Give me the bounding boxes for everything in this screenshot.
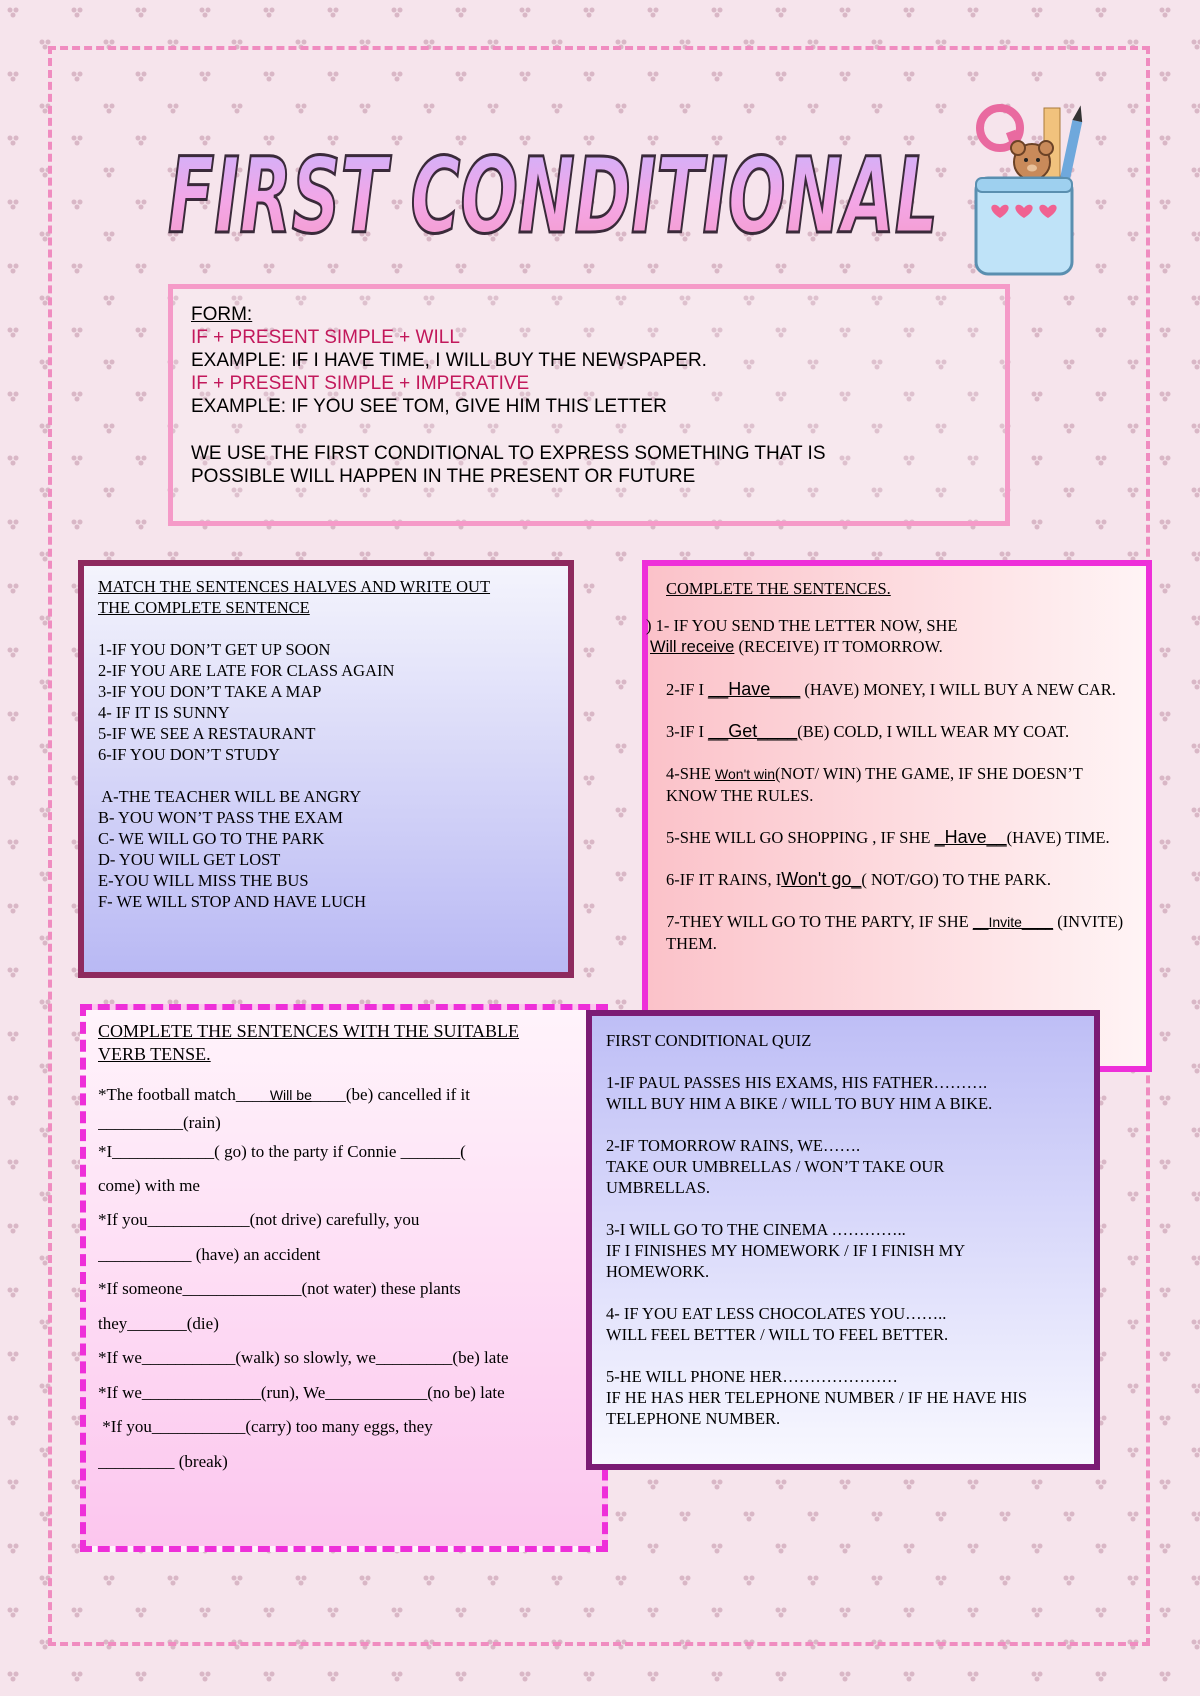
verb-line: *I____________( go) to the party if Connie _______( [98, 1141, 466, 1161]
sentence-2 [666, 679, 1130, 700]
match-heading: THE COMPLETE SENTENCE [98, 598, 310, 617]
match-item: 4- IF IT IS SUNNY [98, 703, 230, 722]
quiz-options[interactable]: WILL FEEL BETTER / WILL TO FEEL BETTER. [606, 1325, 949, 1344]
verb-text: ____(be) cancelled if it [311, 1085, 470, 1104]
sentence-4 [666, 763, 1130, 806]
verb-heading: VERB TENSE. [98, 1044, 211, 1064]
sentence-text: 5-SHE WILL GO SHOPPING , IF SHE [666, 828, 935, 847]
form-usage-line: WE USE THE FIRST CONDITIONAL TO EXPRESS SOMETHING THAT IS [191, 443, 826, 464]
verb-line: *If you____________(not drive) carefully, you [98, 1210, 420, 1229]
verb-line: __________(rain) [98, 1112, 221, 1132]
sentence-text: (HAVE) MONEY, I WILL BUY A NEW CAR. [800, 680, 1116, 699]
sentence-text: ( NOT/GO) TO THE PARK. [861, 870, 1051, 889]
quiz-heading: FIRST CONDITIONAL QUIZ [606, 1031, 812, 1050]
verb-line: *If someone______________(not water) these plants [98, 1279, 461, 1298]
form-heading: FORM: [191, 304, 253, 325]
sentence-text: 3-IF I [666, 722, 709, 741]
match-heading: MATCH THE SENTENCES HALVES AND WRITE OUT [98, 577, 491, 596]
page-title [160, 120, 950, 260]
match-item: 3-IF YOU DON’T TAKE A MAP [98, 682, 322, 701]
quiz-options[interactable]: UMBRELLAS. [606, 1178, 711, 1197]
verb-line: *If you___________(carry) too many eggs, they [98, 1417, 433, 1436]
sentence-7 [666, 911, 1130, 954]
answer-field[interactable]: Won't go_ [781, 869, 862, 889]
verb-line [98, 1078, 590, 1113]
verb-line: come) with me [98, 1175, 200, 1195]
sentence-text: (HAVE) TIME. [1006, 828, 1110, 847]
sentence-1 [646, 615, 1130, 658]
match-option: D- YOU WILL GET LOST [98, 850, 281, 869]
match-option: A-THE TEACHER WILL BE ANGRY [98, 787, 362, 806]
match-option: E-YOU WILL MISS THE BUS [98, 871, 309, 890]
verb-tense-box [80, 1004, 608, 1552]
quiz-options[interactable]: HOMEWORK. [606, 1262, 710, 1281]
verb-line: they_______(die) [98, 1313, 219, 1333]
form-example-imperative: EXAMPLE: IF YOU SEE TOM, GIVE HIM THIS LETTER [191, 396, 667, 417]
quiz-options[interactable]: IF HE HAS HER TELEPHONE NUMBER / IF HE HAVE HIS [606, 1388, 1028, 1407]
answer-field[interactable]: Will be [269, 1087, 312, 1103]
match-option: B- YOU WON’T PASS THE EXAM [98, 808, 343, 827]
verb-line: *If we______________(run), We____________(no be) late [98, 1382, 505, 1402]
answer-field[interactable]: Won't win [715, 766, 776, 782]
pencil-cup-icon [960, 100, 1090, 280]
sentence-text: 4-SHE [666, 764, 716, 783]
sentence-text: 2-IF I [666, 680, 709, 699]
match-option: C- WE WILL GO TO THE PARK [98, 829, 325, 848]
match-item: 5-IF WE SEE A RESTAURANT [98, 724, 316, 743]
match-item: 1-IF YOU DON’T GET UP SOON [98, 640, 331, 659]
form-example-will: EXAMPLE: IF I HAVE TIME, I WILL BUY THE NEWSPAPER. [191, 350, 707, 371]
page-title-text: FIRST CONDITIONAL [168, 135, 939, 257]
answer-field[interactable]: __Get____ [708, 721, 798, 741]
match-option: F- WE WILL STOP AND HAVE LUCH [98, 892, 366, 911]
match-item: 2-IF YOU ARE LATE FOR CLASS AGAIN [98, 661, 395, 680]
sentence-3 [666, 721, 1130, 742]
verb-heading: COMPLETE THE SENTENCES WITH THE SUITABLE [98, 1021, 520, 1041]
answer-field[interactable]: Will receive [650, 638, 735, 656]
form-usage-line: POSSIBLE WILL HAPPEN IN THE PRESENT OR FUTURE [191, 466, 696, 487]
quiz-question: 3-I WILL GO TO THE CINEMA ………….. [606, 1220, 906, 1239]
answer-field[interactable]: __Have___ [708, 679, 801, 699]
sentence-6 [666, 869, 1130, 890]
quiz-options[interactable]: WILL BUY HIM A BIKE / WILL TO BUY HIM A BIKE. [606, 1094, 993, 1113]
answer-field[interactable]: _Have__ [934, 827, 1007, 847]
sentence-text: 6-IF IT RAINS, I [666, 870, 782, 889]
match-item: 6-IF YOU DON’T STUDY [98, 745, 280, 764]
sentence-text: ) 1- IF YOU SEND THE LETTER NOW, SHE [646, 616, 958, 635]
quiz-question: 4- IF YOU EAT LESS CHOCOLATES YOU…….. [606, 1304, 947, 1323]
verb-text: *The football match____ [98, 1085, 270, 1104]
sentence-text: (NOT/ WIN) THE GAME, IF SHE DOESN’T KNOW THE RULES. [666, 764, 1083, 805]
form-rule-will: IF + PRESENT SIMPLE + WILL [191, 327, 460, 348]
quiz-options[interactable]: TELEPHONE NUMBER. [606, 1409, 781, 1428]
complete-heading: COMPLETE THE SENTENCES. [666, 579, 891, 598]
form-box [168, 284, 1010, 526]
sentence-text: 7-THEY WILL GO TO THE PARTY, IF SHE [666, 912, 973, 931]
answer-field[interactable]: __Invite____ [972, 914, 1054, 930]
sentence-text: (INVITE) THEM. [666, 912, 1124, 953]
sentence-5 [666, 827, 1130, 848]
sentence-text: (BE) COLD, I WILL WEAR MY COAT. [797, 722, 1070, 741]
quiz-options[interactable]: IF I FINISHES MY HOMEWORK / IF I FINISH MY [606, 1241, 966, 1260]
quiz-question: 1-IF PAUL PASSES HIS EXAMS, HIS FATHER………. [606, 1073, 988, 1092]
verb-line: ___________ (have) an accident [98, 1244, 321, 1264]
complete-sentences-box [642, 560, 1152, 1072]
verb-line: *If we___________(walk) so slowly, we_________(be) late [98, 1348, 509, 1367]
sentence-text: (RECEIVE) IT TOMORROW. [738, 637, 943, 656]
match-exercise-box [78, 560, 574, 978]
form-rule-imperative: IF + PRESENT SIMPLE + IMPERATIVE [191, 373, 530, 394]
quiz-question: 5-HE WILL PHONE HER………………… [606, 1367, 898, 1386]
quiz-question: 2-IF TOMORROW RAINS, WE……. [606, 1136, 861, 1155]
quiz-box [586, 1010, 1100, 1470]
verb-line: _________ (break) [98, 1451, 228, 1471]
quiz-options[interactable]: TAKE OUR UMBRELLAS / WON’T TAKE OUR [606, 1157, 945, 1176]
